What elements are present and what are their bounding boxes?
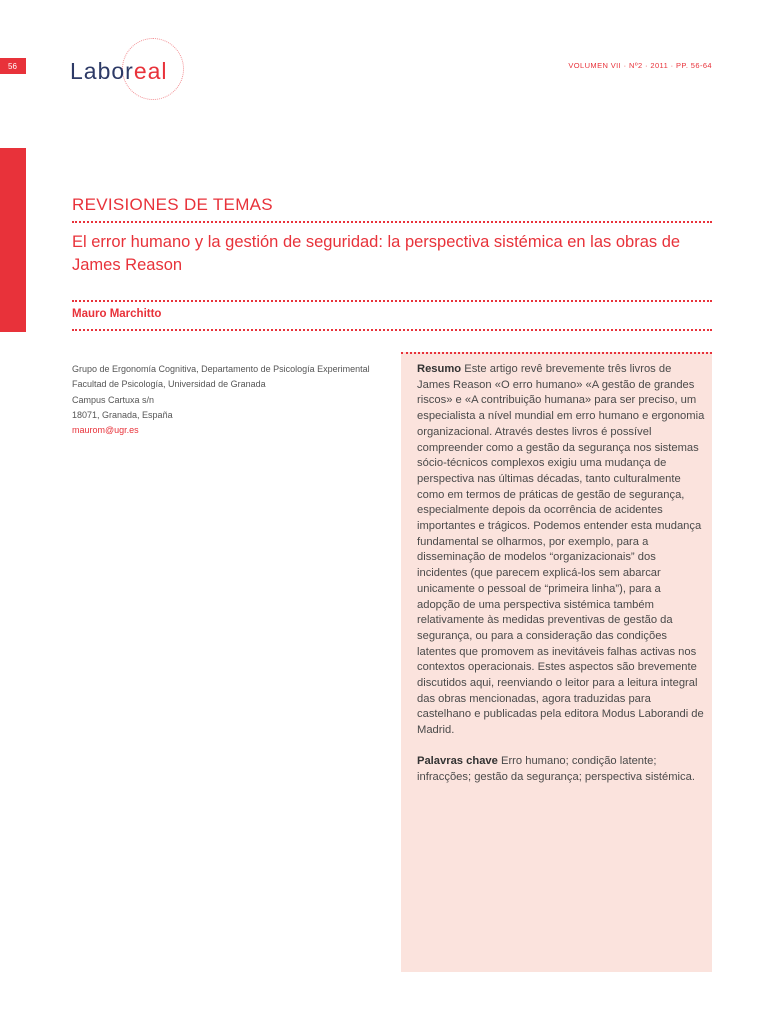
logo-text-part-2: eal — [133, 58, 168, 84]
affiliation-line: Facultad de Psicología, Universidad de Granada — [72, 379, 266, 390]
author-email-link[interactable]: maurom@ugr.es — [72, 425, 139, 436]
author-affiliation — [72, 362, 372, 438]
abstract-paragraph — [417, 362, 706, 739]
abstract-body: Este artigo revê brevemente três livros de James Reason «O erro humano» «A gestão de grandes riscos» e «A contribuição humana» para ser preciso, um especialista a nível mundial em erro humano e ergonomia organizacional. Através destes livros é possível compreender como a gestão da segurança nos sistemas sócio-técnicos complexos exigiu uma mudança de perspectiva nas últimas décadas, tanto culturalmente como em termos de práticas de gestão de segurança, especialmente depois da ocorrência de acidentes importantes e trágicos. Podemos entender esta mudança fundamental se olharmos, por exemplo, para a disseminação de modelos “organizacionais” dos incidentes (que parecem explicá-los sem abarcar unicamente o pessoal de “primeira linha”), para a adopção de uma perspectiva sistémica também relativamente às medidas preventivas de gestão da segurança, ou para a consideração das condições latentes que promovem as inevitáveis falhas activas nos contextos operacionais. Estes aspectos são brevemente discutidos aqui, reenviando o leitor para a leitura integral das obras mencionadas, agora traduzidas para castelhano e publicadas pela editora Modus Laborandi de Madrid. — [417, 363, 705, 737]
journal-reference: VOLUMEN VII · Nº2 · 2011 · PP. 56-64 — [568, 61, 712, 70]
red-side-bar — [0, 148, 26, 332]
dotted-divider — [72, 221, 712, 223]
affiliation-line: Campus Cartuxa s/n — [72, 394, 155, 405]
keywords-paragraph — [417, 754, 706, 785]
page-number-tab: 56 — [0, 58, 26, 74]
dotted-divider — [72, 300, 712, 302]
affiliation-line: Grupo de Ergonomía Cognitiva, Departamento de Psicología Experimental — [72, 364, 370, 374]
journal-logo — [70, 38, 220, 102]
abstract-label: Resumo — [417, 363, 462, 375]
section-title: REVISIONES DE TEMAS — [72, 195, 273, 214]
logo-text-part-1: Labor — [70, 58, 134, 84]
dotted-divider — [72, 329, 712, 331]
author-name: Mauro Marchitto — [72, 308, 162, 320]
keywords-body: Erro humano; condição latente; infracções; gestão da segurança; perspectiva sistémica. — [417, 754, 695, 783]
keywords-label: Palavras chave — [417, 754, 498, 767]
affiliation-line: 18071, Granada, España — [72, 409, 173, 420]
article-title: El error humano y la gestión de seguridad: la perspectiva sistémica en las obras de James Reason — [72, 233, 681, 274]
abstract-box — [401, 352, 712, 972]
